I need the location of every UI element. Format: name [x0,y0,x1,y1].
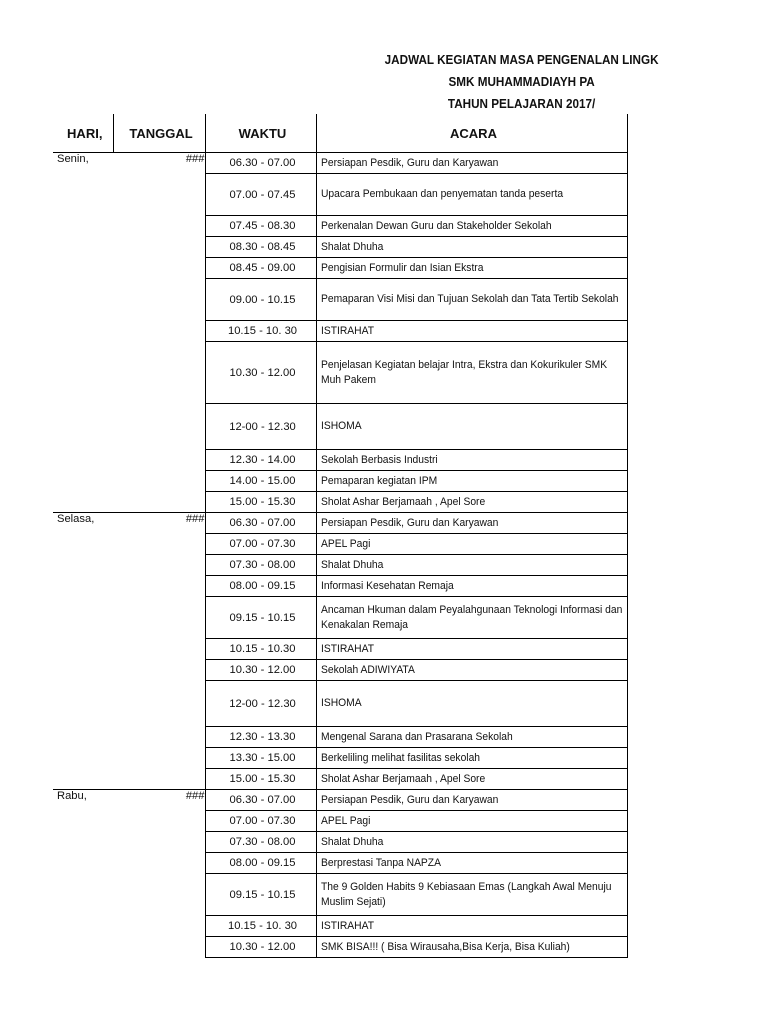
tanggal-cell [113,321,205,342]
waktu-cell: 07.00 - 07.30 [205,811,316,832]
hari-cell [53,576,113,597]
acara-cell [316,727,627,748]
acara-cell [316,174,627,216]
tanggal-cell [113,681,205,727]
tanggal-cell [113,727,205,748]
acara-cell [316,342,627,404]
acara-text: SMK BISA!!! ( Bisa Wirausaha,Bisa Kerja, Bisa Kuliah) [320,940,570,953]
doc-title-line-2: SMK MUHAMMADIAYH PA [448,74,595,89]
acara-cell [316,492,627,513]
tanggal-cell [113,769,205,790]
waktu-cell: 07.00 - 07.30 [205,534,316,555]
table-row [53,790,627,811]
acara-text: Persiapan Pesdik, Guru dan Karyawan [320,516,498,529]
tanggal-cell: ### [113,153,205,174]
acara-cell [316,916,627,937]
tanggal-cell [113,916,205,937]
hari-cell [53,279,113,321]
table-row [53,681,627,727]
table-row [53,874,627,916]
table-row [53,450,627,471]
tanggal-cell [113,639,205,660]
hari-cell [53,471,113,492]
acara-text: Shalat Dhuha [320,558,383,571]
tanggal-cell [113,342,205,404]
header-row [53,114,627,153]
waktu-cell: 10.30 - 12.00 [205,660,316,681]
waktu-cell: 06.30 - 07.00 [205,153,316,174]
acara-cell [316,216,627,237]
acara-cell [316,811,627,832]
waktu-cell: 07.00 - 07.45 [205,174,316,216]
hari-cell [53,874,113,916]
acara-cell [316,681,627,727]
table-row [53,153,627,174]
waktu-cell: 10.30 - 12.00 [205,937,316,958]
acara-text: Mengenal Sarana dan Prasarana Sekolah [320,730,513,743]
tanggal-cell [113,555,205,576]
acara-text: Pemaparan kegiatan IPM [320,474,437,487]
hari-cell [53,597,113,639]
tanggal-cell [113,492,205,513]
tanggal-cell [113,874,205,916]
table-row [53,769,627,790]
table-row [53,937,627,958]
acara-cell [316,832,627,853]
hari-cell [53,916,113,937]
hari-cell [53,937,113,958]
acara-cell [316,153,627,174]
tanggal-cell [113,471,205,492]
acara-text: APEL Pagi [320,814,370,827]
tanggal-cell [113,660,205,681]
waktu-cell: 07.30 - 08.00 [205,832,316,853]
table-row [53,639,627,660]
schedule-table [53,114,628,958]
table-row [53,555,627,576]
table-row [53,748,627,769]
acara-text: Informasi Kesehatan Remaja [320,579,454,592]
waktu-cell: 10.30 - 12.00 [205,342,316,404]
table-row [53,660,627,681]
hari-cell [53,748,113,769]
table-row [53,534,627,555]
acara-cell [316,237,627,258]
hari-cell [53,237,113,258]
hari-cell [53,492,113,513]
acara-cell [316,534,627,555]
tanggal-cell [113,237,205,258]
tanggal-cell [113,174,205,216]
acara-text: ISHOMA [320,697,362,709]
acara-text: Sholat Ashar Berjamaah , Apel Sore [320,772,485,785]
tanggal-cell: ### [113,790,205,811]
waktu-cell: 07.30 - 08.00 [205,555,316,576]
col-header-waktu: WAKTU [205,114,316,153]
schedule-body [53,153,627,958]
hari-cell [53,660,113,681]
acara-text: Perkenalan Dewan Guru dan Stakeholder Sekolah [320,219,552,232]
hari-cell [53,639,113,660]
waktu-cell: 15.00 - 15.30 [205,492,316,513]
acara-cell [316,513,627,534]
acara-cell [316,258,627,279]
acara-text: Berprestasi Tanpa NAPZA [320,856,441,869]
acara-text: ISTIRAHAT [320,324,374,337]
waktu-cell: 08.00 - 09.15 [205,853,316,874]
acara-text: Pemaparan Visi Misi dan Tujuan Sekolah dan Tata Tertib Sekolah [320,293,619,305]
acara-text: APEL Pagi [320,537,370,550]
waktu-cell: 13.30 - 15.00 [205,748,316,769]
acara-cell [316,321,627,342]
waktu-cell: 12.30 - 14.00 [205,450,316,471]
acara-text: Shalat Dhuha [320,240,383,253]
acara-cell [316,450,627,471]
table-row [53,727,627,748]
hari-cell [53,450,113,471]
waktu-cell: 14.00 - 15.00 [205,471,316,492]
tanggal-cell [113,597,205,639]
tanggal-cell [113,576,205,597]
acara-text: Pengisian Formulir dan Isian Ekstra [320,261,483,274]
acara-text: Persiapan Pesdik, Guru dan Karyawan [320,793,498,806]
table-row [53,811,627,832]
acara-text: Penjelasan Kegiatan belajar Intra, Ekstra dan Kokurikuler SMK Muh Pakem [320,358,607,386]
tanggal-cell [113,534,205,555]
table-row [53,258,627,279]
waktu-cell: 12.30 - 13.30 [205,727,316,748]
tanggal-cell [113,832,205,853]
tanggal-cell [113,450,205,471]
tanggal-cell [113,258,205,279]
acara-cell [316,769,627,790]
acara-cell [316,790,627,811]
hari-cell [53,769,113,790]
waktu-cell: 08.00 - 09.15 [205,576,316,597]
waktu-cell: 08.30 - 08.45 [205,237,316,258]
col-header-acara: ACARA [316,114,627,153]
table-row [53,853,627,874]
acara-text: The 9 Golden Habits 9 Kebiasaan Emas (Langkah Awal Menuju Muslim Sejati) [320,880,611,908]
table-row [53,832,627,853]
tanggal-cell [113,404,205,450]
waktu-cell: 12-00 - 12.30 [205,404,316,450]
waktu-cell: 10.15 - 10.30 [205,639,316,660]
waktu-cell: 09.00 - 10.15 [205,279,316,321]
hari-cell [53,216,113,237]
hari-cell [53,321,113,342]
hari-cell: Rabu, [53,790,113,811]
hari-cell [53,174,113,216]
hari-cell [53,404,113,450]
hari-cell [53,727,113,748]
waktu-cell: 15.00 - 15.30 [205,769,316,790]
acara-text: Sekolah Berbasis Industri [320,453,438,466]
table-row [53,174,627,216]
hari-cell [53,832,113,853]
tanggal-cell [113,937,205,958]
hari-cell [53,534,113,555]
table-row [53,492,627,513]
acara-cell [316,660,627,681]
table-row [53,916,627,937]
hari-cell [53,811,113,832]
hari-cell [53,555,113,576]
tanggal-cell [113,279,205,321]
acara-cell [316,471,627,492]
col-header-hari: HARI, [53,114,113,153]
acara-text: Berkeliling melihat fasilitas sekolah [320,751,480,764]
acara-text: ISTIRAHAT [320,642,374,655]
hari-cell: Selasa, [53,513,113,534]
waktu-cell: 12-00 - 12.30 [205,681,316,727]
acara-text: Ancaman Hkuman dalam Peyalahgunaan Teknologi Informasi dan Kenakalan Remaja [320,603,622,631]
waktu-cell: 06.30 - 07.00 [205,513,316,534]
acara-cell [316,748,627,769]
acara-text: ISHOMA [320,420,362,432]
table-row [53,321,627,342]
table-row [53,342,627,404]
tanggal-cell [113,811,205,832]
waktu-cell: 09.15 - 10.15 [205,874,316,916]
acara-cell [316,853,627,874]
table-row [53,471,627,492]
hari-cell [53,681,113,727]
acara-text: Sekolah ADIWIYATA [320,663,415,676]
acara-text: ISTIRAHAT [320,919,374,932]
waktu-cell: 10.15 - 10. 30 [205,321,316,342]
hari-cell [53,342,113,404]
acara-cell [316,576,627,597]
waktu-cell: 09.15 - 10.15 [205,597,316,639]
table-row [53,513,627,534]
acara-cell [316,597,627,639]
table-row [53,216,627,237]
tanggal-cell [113,216,205,237]
tanggal-cell [113,748,205,769]
table-row [53,404,627,450]
tanggal-cell [113,853,205,874]
acara-text: Shalat Dhuha [320,835,383,848]
waktu-cell: 08.45 - 09.00 [205,258,316,279]
table-row [53,597,627,639]
waktu-cell: 06.30 - 07.00 [205,790,316,811]
doc-title-line-1: JADWAL KEGIATAN MASA PENGENALAN LINGK [384,52,659,67]
acara-cell [316,639,627,660]
acara-cell [316,937,627,958]
table-row [53,576,627,597]
hari-cell [53,258,113,279]
acara-text: Persiapan Pesdik, Guru dan Karyawan [320,156,498,169]
waktu-cell: 10.15 - 10. 30 [205,916,316,937]
table-row [53,237,627,258]
hari-cell: Senin, [53,153,113,174]
hari-cell [53,853,113,874]
doc-title-line-3: TAHUN PELAJARAN 2017/ [447,96,596,111]
tanggal-cell: ### [113,513,205,534]
acara-cell [316,555,627,576]
acara-cell [316,874,627,916]
acara-text: Upacara Pembukaan dan penyematan tanda peserta [320,188,563,200]
acara-cell [316,279,627,321]
acara-cell [316,404,627,450]
waktu-cell: 07.45 - 08.30 [205,216,316,237]
table-row [53,279,627,321]
acara-text: Sholat Ashar Berjamaah , Apel Sore [320,495,485,508]
col-header-tanggal: TANGGAL [113,114,205,153]
